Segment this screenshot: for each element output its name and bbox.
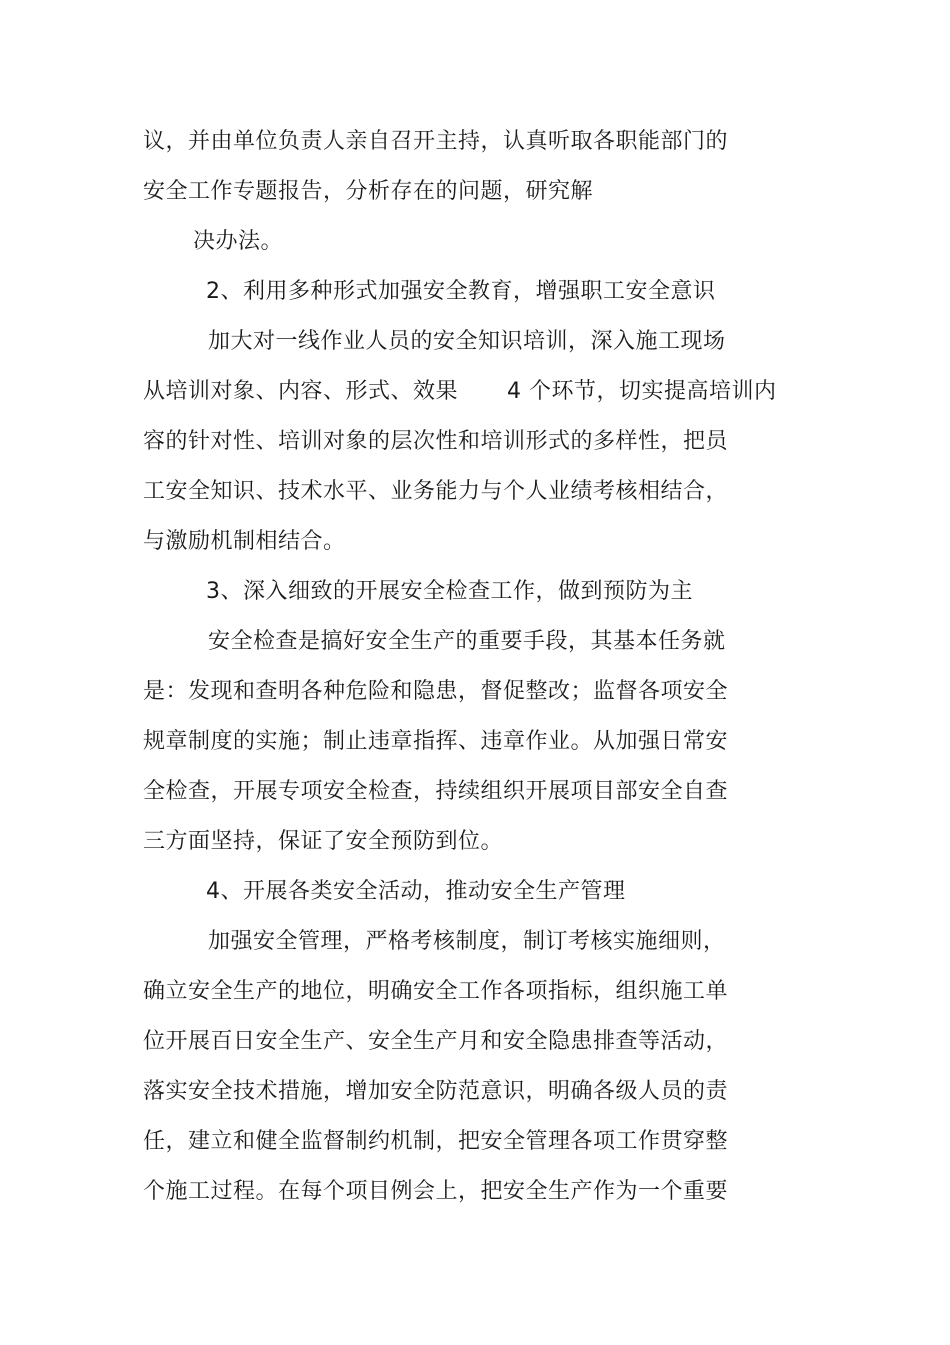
text-line: 与激励机制相结合。 — [143, 529, 346, 554]
text-line: 从培训对象、内容、形式、效果 — [143, 379, 459, 404]
text-line: 容的针对性、培训对象的层次性和培训形式的多样性，把员 — [143, 429, 729, 454]
text-line: 决办法。 — [193, 229, 284, 254]
section-heading-3: 3、深入细致的开展安全检查工作，做到预防为主 — [206, 579, 693, 604]
section-heading-4: 4、开展各类安全活动，推动安全生产管理 — [206, 879, 626, 904]
text-line: 个施工过程。在每个项目例会上，把安全生产作为一个重要 — [143, 1179, 729, 1204]
text-line: 规章制度的实施；制止违章指挥、违章作业。从加强日常安 — [143, 729, 729, 754]
text-line: 落实安全技术措施，增加安全防范意识，明确各级人员的责 — [143, 1079, 729, 1104]
text-line: 议，并由单位负责人亲自召开主持，认真听取各职能部门的 — [143, 129, 729, 154]
text-line: 是：发现和查明各种危险和隐患，督促整改；监督各项安全 — [143, 679, 729, 704]
text-line: 确立安全生产的地位，明确安全工作各项指标，组织施工单 — [143, 979, 729, 1004]
text-line: 加强安全管理，严格考核制度，制订考核实施细则， — [208, 929, 726, 954]
text-line: 位开展百日安全生产、安全生产月和安全隐患排查等活动， — [143, 1029, 729, 1054]
text-line: 安全检查是搞好安全生产的重要手段，其基本任务就 — [208, 629, 726, 654]
text-line: 加大对一线作业人员的安全知识培训，深入施工现场 — [208, 329, 726, 354]
text-line: 安全工作专题报告，分析存在的问题，研究解 — [143, 179, 594, 204]
text-line: 任，建立和健全监督制约机制，把安全管理各项工作贯穿整 — [143, 1129, 729, 1154]
section-heading-2: 2、利用多种形式加强安全教育，增强职工安全意识 — [206, 279, 716, 304]
text-line: 工安全知识、技术水平、业务能力与个人业绩考核相结合， — [143, 479, 729, 504]
text-line: 三方面坚持，保证了安全预防到位。 — [143, 829, 504, 854]
text-line: 全检查，开展专项安全检查，持续组织开展项目部安全自查 — [143, 779, 729, 804]
text-line: 4 个环节，切实提高培训内 — [507, 379, 777, 404]
